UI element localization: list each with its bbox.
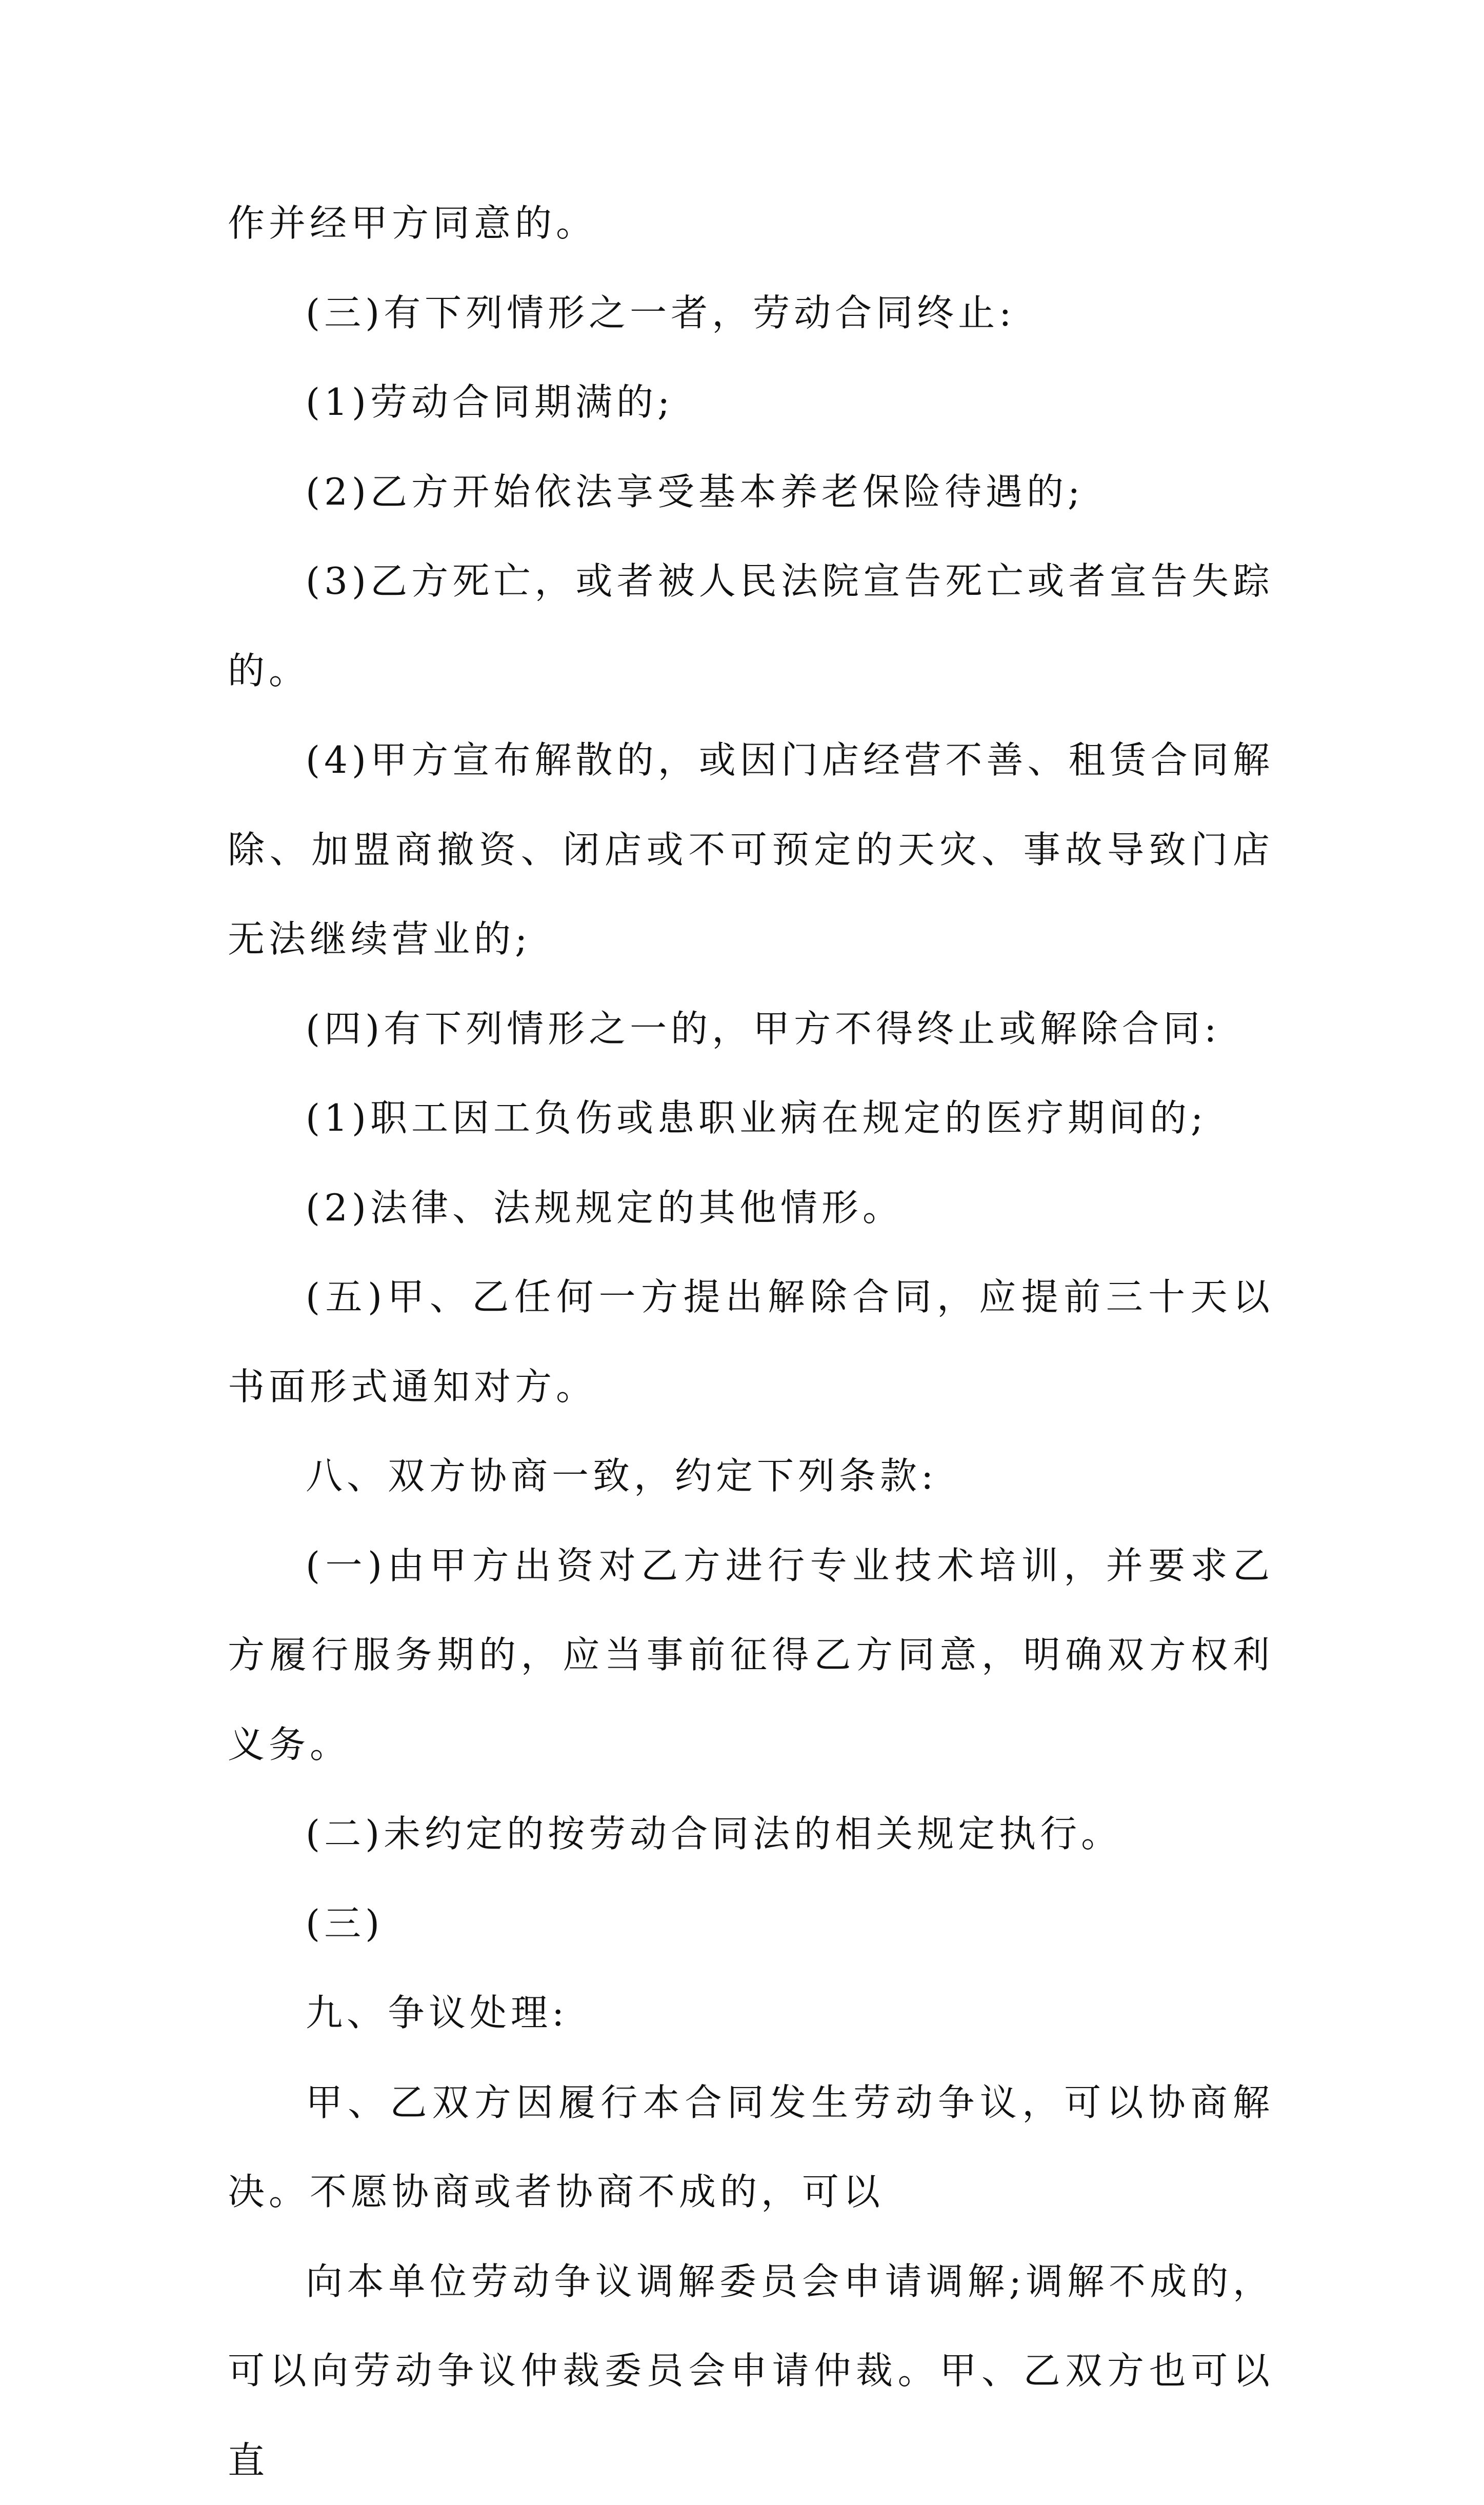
paragraph-2: (三)有下列情形之一者，劳动合同终止:: [228, 268, 1274, 358]
paragraph-7: (四)有下列情形之一的，甲方不得终止或解除合同:: [228, 984, 1274, 1074]
paragraph-15: 九、争议处理:: [228, 1968, 1274, 2058]
paragraph-13: (二)未约定的按劳动合同法的相关规定执行。: [228, 1789, 1274, 1879]
paragraph-12: (一)由甲方出资对乙方进行专业技术培训，并要求乙方履行服务期的，应当事前征得乙方同意，明确双方权利义务。: [228, 1521, 1274, 1790]
paragraph-9: (2)法律、法规规定的其他情形。: [228, 1163, 1274, 1253]
paragraph-16: 甲、乙双方因履行本合同发生劳动争议，可以协商解决。不愿协商或者协商不成的，可以: [228, 2058, 1274, 2237]
paragraph-6: (4)甲方宣布解散的，或因门店经营不善、租赁合同解除、加盟商撤资、闭店或不可预定的天灾、事故导致门店无法继续营业的;: [228, 715, 1274, 984]
document-body: [228, 178, 1274, 2505]
paragraph-4: (2)乙方开始依法享受基本养老保险待遇的;: [228, 447, 1274, 537]
paragraph-10: (五)甲、乙任何一方提出解除合同，应提前三十天以书面形式通知对方。: [228, 1252, 1274, 1431]
paragraph-11: 八、双方协商一致，约定下列条款:: [228, 1431, 1274, 1521]
paragraph-5: (3)乙方死亡，或者被人民法院宣告死亡或者宣告失踪的。: [228, 536, 1274, 715]
paragraph-14: (三): [228, 1879, 1274, 1969]
paragraph-1: 作并经甲方同意的。: [228, 178, 1274, 268]
paragraph-17: 向本单位劳动争议调解委员会申请调解;调解不成的，可以向劳动争议仲裁委员会申请仲裁。甲、乙双方也可以直: [228, 2237, 1274, 2505]
paragraph-3: (1)劳动合同期满的;: [228, 357, 1274, 447]
paragraph-8: (1)职工因工负伤或患职业病在规定的医疗期间的;: [228, 1073, 1274, 1163]
